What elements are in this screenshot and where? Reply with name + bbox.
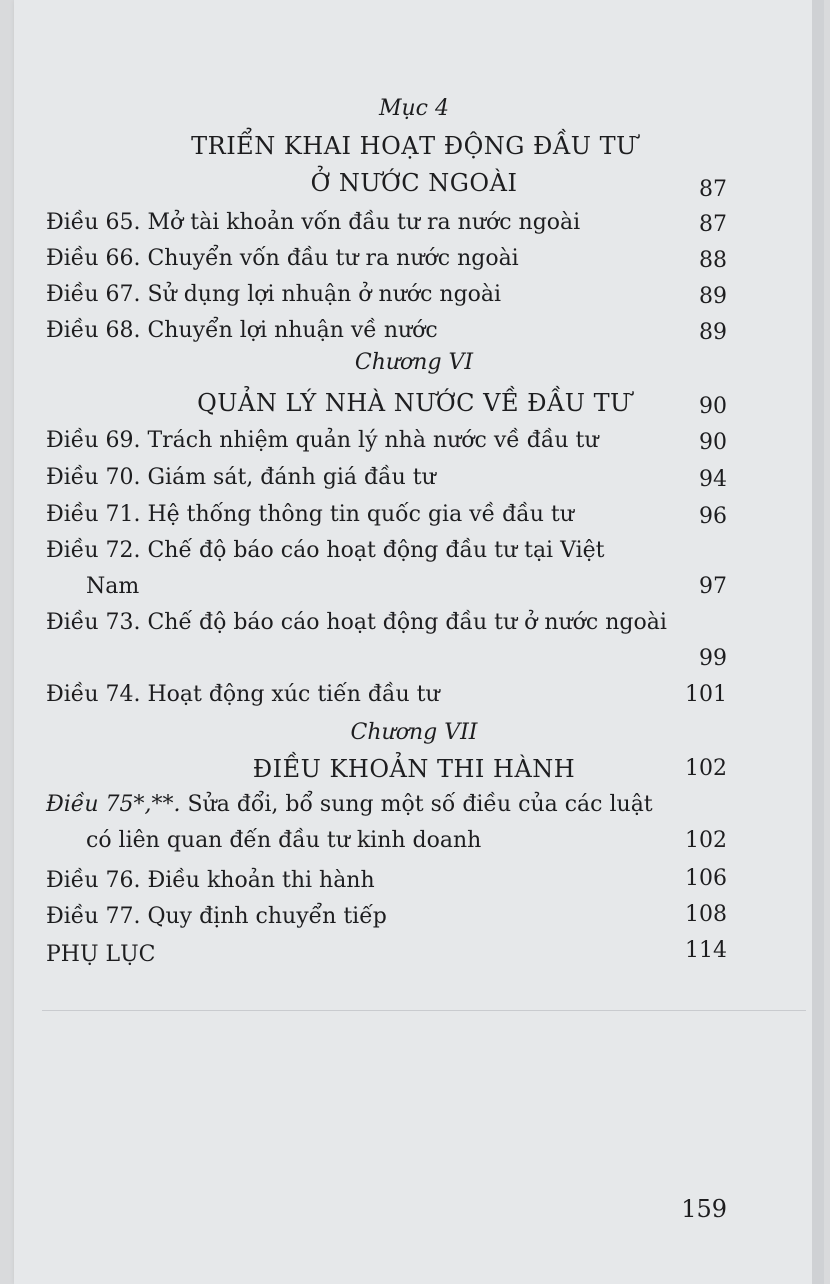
chapter-6-label: Chương VI <box>354 350 474 375</box>
section-page-number: 87 <box>699 177 727 202</box>
toc-entry-71: Điều 71. Hệ thống thông tin quốc gia về đầu tư <box>46 502 574 527</box>
toc-page-75: 102 <box>685 828 727 853</box>
divider-line <box>42 1010 806 1011</box>
toc-entry-72-line-1: Điều 72. Chế độ báo cáo hoạt động đầu tư tại Việt <box>46 538 605 563</box>
toc-page-74: 101 <box>685 682 727 707</box>
toc-entry-73: Điều 73. Chế độ báo cáo hoạt động đầu tư ở nước ngoài <box>46 610 667 635</box>
chapter-7-page-number: 102 <box>685 756 727 781</box>
toc-entry-74: Điều 74. Hoạt động xúc tiến đầu tư <box>46 682 440 707</box>
section-title-line-1: TRIỂN KHAI HOẠT ĐỘNG ĐẦU TƯ <box>191 132 637 160</box>
book-page <box>14 0 814 1284</box>
toc-entry-75-prefix: Điều 75*,**. <box>46 792 181 817</box>
toc-entry-67: Điều 67. Sử dụng lợi nhuận ở nước ngoài <box>46 282 502 307</box>
toc-page-76: 106 <box>685 866 727 891</box>
toc-page-77: 108 <box>685 902 727 927</box>
chapter-6-page-number: 90 <box>699 394 727 419</box>
toc-entry-68: Điều 68. Chuyển lợi nhuận về nước <box>46 318 438 343</box>
chapter-7-title: ĐIỀU KHOẢN THI HÀNH <box>252 755 576 783</box>
toc-entry-65: Điều 65. Mở tài khoản vốn đầu tư ra nước ngoài <box>46 210 581 235</box>
toc-entry-75-line-2: có liên quan đến đầu tư kinh doanh <box>86 828 482 853</box>
toc-page-70: 94 <box>699 467 727 492</box>
toc-page-71: 96 <box>699 504 727 529</box>
toc-entry-76: Điều 76. Điều khoản thi hành <box>46 868 375 893</box>
toc-entry-66: Điều 66. Chuyển vốn đầu tư ra nước ngoài <box>46 246 519 271</box>
show-through-text <box>264 1020 784 1170</box>
chapter-6-title: QUẢN LÝ NHÀ NƯỚC VỀ ĐẦU TƯ <box>197 389 631 417</box>
toc-entry-69: Điều 69. Trách nhiệm quản lý nhà nước về đầu tư <box>46 428 599 453</box>
toc-page-69: 90 <box>699 430 727 455</box>
toc-page-66: 88 <box>699 248 727 273</box>
toc-page-73: 99 <box>699 646 727 671</box>
toc-entry-75-title: Sửa đổi, bổ sung một số điều của các luật <box>180 792 653 817</box>
toc-page-72: 97 <box>699 574 727 599</box>
toc-page-67: 89 <box>699 284 727 309</box>
section-title-line-2: Ở NƯỚC NGOÀI <box>310 169 518 197</box>
toc-entry-77: Điều 77. Quy định chuyển tiếp <box>46 904 387 929</box>
toc-page-68: 89 <box>699 320 727 345</box>
toc-entry-70: Điều 70. Giám sát, đánh giá đầu tư <box>46 465 436 490</box>
toc-page-65: 87 <box>699 212 727 237</box>
section-label: Mục 4 <box>378 96 449 121</box>
chapter-7-label: Chương VII <box>350 720 478 745</box>
toc-page-appendix: 114 <box>685 938 727 963</box>
toc-entry-appendix: PHỤ LỤC <box>46 942 156 967</box>
toc-entry-72-line-2: Nam <box>86 574 140 599</box>
toc-entry-75-line-1 <box>46 792 653 818</box>
page-number: 159 <box>681 1195 727 1223</box>
